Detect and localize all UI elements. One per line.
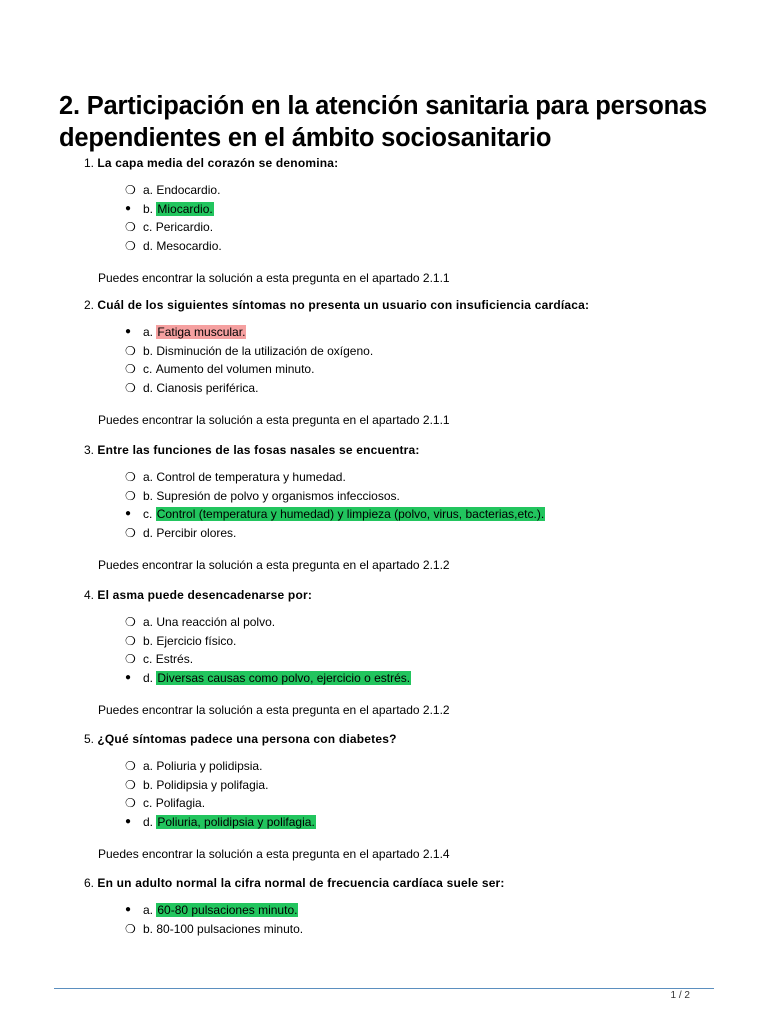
answer-option[interactable] <box>125 239 754 253</box>
option-letter: b. <box>143 201 154 216</box>
answer-options <box>125 759 754 829</box>
question-4 <box>84 588 754 717</box>
answer-options <box>125 470 754 540</box>
option-text: Polidipsia y polifagia. <box>156 777 269 792</box>
question-number: 5. <box>84 732 95 746</box>
radio-empty-icon: ❍ <box>125 488 136 503</box>
option-text: Poliuria, polidipsia y polifagia. <box>157 814 315 829</box>
answer-option[interactable] <box>125 344 754 358</box>
answer-options <box>125 183 754 253</box>
question-number: 2. <box>84 298 95 312</box>
answer-option[interactable] <box>125 778 754 792</box>
solution-reference: Puedes encontrar la solución a esta pregunta en el apartado 2.1.4 <box>98 846 450 861</box>
option-text: Percibir olores. <box>156 525 237 540</box>
answer-option[interactable] <box>125 634 754 648</box>
question-1 <box>84 156 754 285</box>
answer-option[interactable] <box>125 526 754 540</box>
option-text: Control (temperatura y humedad) y limpieza (polvo, virus, bacterias,etc.). <box>156 507 545 522</box>
question-number: 1. <box>84 156 95 170</box>
footer-divider <box>54 988 714 989</box>
option-text: Control de temperatura y humedad. <box>156 470 346 484</box>
question-text <box>84 298 754 312</box>
answer-option[interactable] <box>125 507 754 521</box>
question-6 <box>84 876 754 940</box>
answer-option[interactable] <box>125 362 754 376</box>
option-letter: a. <box>143 759 154 773</box>
option-letter: b. <box>143 343 154 358</box>
option-letter: c. <box>143 796 153 811</box>
answer-option[interactable] <box>125 489 754 503</box>
option-letter: c. <box>143 507 153 522</box>
question-3 <box>84 443 754 572</box>
solution-reference: Puedes encontrar la solución a esta pregunta en el apartado 2.1.1 <box>98 270 450 285</box>
answer-option[interactable] <box>125 671 754 685</box>
answer-option[interactable] <box>125 220 754 234</box>
option-letter: c. <box>143 220 153 235</box>
option-text: Estrés. <box>155 652 194 667</box>
option-letter: a. <box>143 325 154 339</box>
question-2 <box>84 298 754 427</box>
answer-option[interactable] <box>125 183 754 197</box>
radio-empty-icon: ❍ <box>125 525 136 540</box>
page-number: 1 / 2 <box>670 990 690 1001</box>
answer-option[interactable] <box>125 381 754 395</box>
question-number: 3. <box>84 443 95 457</box>
option-text: Mesocardio. <box>156 238 222 253</box>
answer-option[interactable] <box>125 922 754 936</box>
answer-option[interactable] <box>125 903 754 917</box>
question-number: 4. <box>84 588 95 602</box>
answer-option[interactable] <box>125 815 754 829</box>
answer-option[interactable] <box>125 325 754 339</box>
answer-options <box>125 325 754 395</box>
solution-reference: Puedes encontrar la solución a esta pregunta en el apartado 2.1.1 <box>98 412 450 427</box>
solution-reference: Puedes encontrar la solución a esta pregunta en el apartado 2.1.2 <box>98 557 450 572</box>
radio-selected-icon: ● <box>125 671 132 683</box>
option-text: Endocardio. <box>156 183 221 197</box>
radio-empty-icon: ❍ <box>125 220 136 235</box>
option-text: Supresión de polvo y organismos infecciosos. <box>156 488 400 503</box>
question-text <box>84 588 754 602</box>
option-text: Polifagia. <box>155 796 206 811</box>
radio-empty-icon: ❍ <box>125 615 136 629</box>
question-prompt: Entre las funciones de las fosas nasales se encuentra: <box>97 443 420 457</box>
question-5 <box>84 732 754 861</box>
option-letter: d. <box>143 670 154 685</box>
question-prompt: Cuál de los siguientes síntomas no presenta un usuario con insuficiencia cardíaca: <box>97 298 590 312</box>
answer-option[interactable] <box>125 652 754 666</box>
option-text: Fatiga muscular. <box>157 325 246 339</box>
option-letter: a. <box>143 615 154 629</box>
answer-option[interactable] <box>125 796 754 810</box>
option-letter: b. <box>143 488 154 503</box>
radio-empty-icon: ❍ <box>125 777 136 792</box>
radio-empty-icon: ❍ <box>125 921 136 936</box>
radio-empty-icon: ❍ <box>125 380 136 395</box>
option-letter: d. <box>143 814 154 829</box>
radio-selected-icon: ● <box>125 904 132 915</box>
solution-reference: Puedes encontrar la solución a esta pregunta en el apartado 2.1.2 <box>98 702 450 717</box>
radio-selected-icon: ● <box>125 508 132 520</box>
question-text <box>84 443 754 457</box>
option-letter: b. <box>143 921 154 936</box>
question-number: 6. <box>84 876 95 890</box>
option-text: Disminución de la utilización de oxígeno. <box>156 343 374 358</box>
radio-empty-icon: ❍ <box>125 652 136 667</box>
option-letter: d. <box>143 525 154 540</box>
option-letter: c. <box>143 652 153 667</box>
option-letter: d. <box>143 380 154 395</box>
answer-options <box>125 903 754 936</box>
answer-options <box>125 615 754 685</box>
option-text: Diversas causas como polvo, ejercicio o estrés. <box>157 670 411 685</box>
option-letter: d. <box>143 238 154 253</box>
radio-empty-icon: ❍ <box>125 759 136 773</box>
option-text: Poliuria y polidipsia. <box>156 759 263 773</box>
option-text: 80-100 pulsaciones minuto. <box>156 921 304 936</box>
radio-selected-icon: ● <box>125 326 132 337</box>
option-text: Una reacción al polvo. <box>156 615 276 629</box>
option-letter: b. <box>143 633 154 648</box>
answer-option[interactable] <box>125 470 754 484</box>
question-text <box>84 156 754 170</box>
radio-empty-icon: ❍ <box>125 796 136 811</box>
question-prompt: ¿Qué síntomas padece una persona con diabetes? <box>97 732 397 746</box>
answer-option[interactable] <box>125 615 754 629</box>
radio-selected-icon: ● <box>125 202 132 214</box>
option-letter: c. <box>143 362 153 377</box>
option-text: Cianosis periférica. <box>156 380 259 395</box>
question-prompt: La capa media del corazón se denomina: <box>97 156 339 170</box>
option-letter: a. <box>143 470 154 484</box>
radio-empty-icon: ❍ <box>125 470 136 484</box>
option-letter: b. <box>143 777 154 792</box>
radio-empty-icon: ❍ <box>125 633 136 648</box>
option-text: Aumento del volumen minuto. <box>155 362 315 377</box>
option-text: Miocardio. <box>157 201 213 216</box>
radio-empty-icon: ❍ <box>125 183 136 197</box>
option-letter: a. <box>143 183 154 197</box>
answer-option[interactable] <box>125 202 754 216</box>
answer-option[interactable] <box>125 759 754 773</box>
option-text: 60-80 pulsaciones minuto. <box>157 903 298 917</box>
question-prompt: El asma puede desencadenarse por: <box>97 588 313 602</box>
page-title: 2. Participación en la atención sanitaria para personas dependientes en el ámbito sociosanitario <box>59 92 708 152</box>
option-text: Pericardio. <box>155 220 214 235</box>
question-text <box>84 732 754 746</box>
radio-empty-icon: ❍ <box>125 238 136 253</box>
question-text <box>84 876 754 890</box>
option-text: Ejercicio físico. <box>156 633 237 648</box>
question-prompt: En un adulto normal la cifra normal de frecuencia cardíaca suele ser: <box>97 876 505 890</box>
option-letter: a. <box>143 903 154 917</box>
radio-empty-icon: ❍ <box>125 343 136 358</box>
radio-selected-icon: ● <box>125 815 132 827</box>
radio-empty-icon: ❍ <box>125 362 136 377</box>
